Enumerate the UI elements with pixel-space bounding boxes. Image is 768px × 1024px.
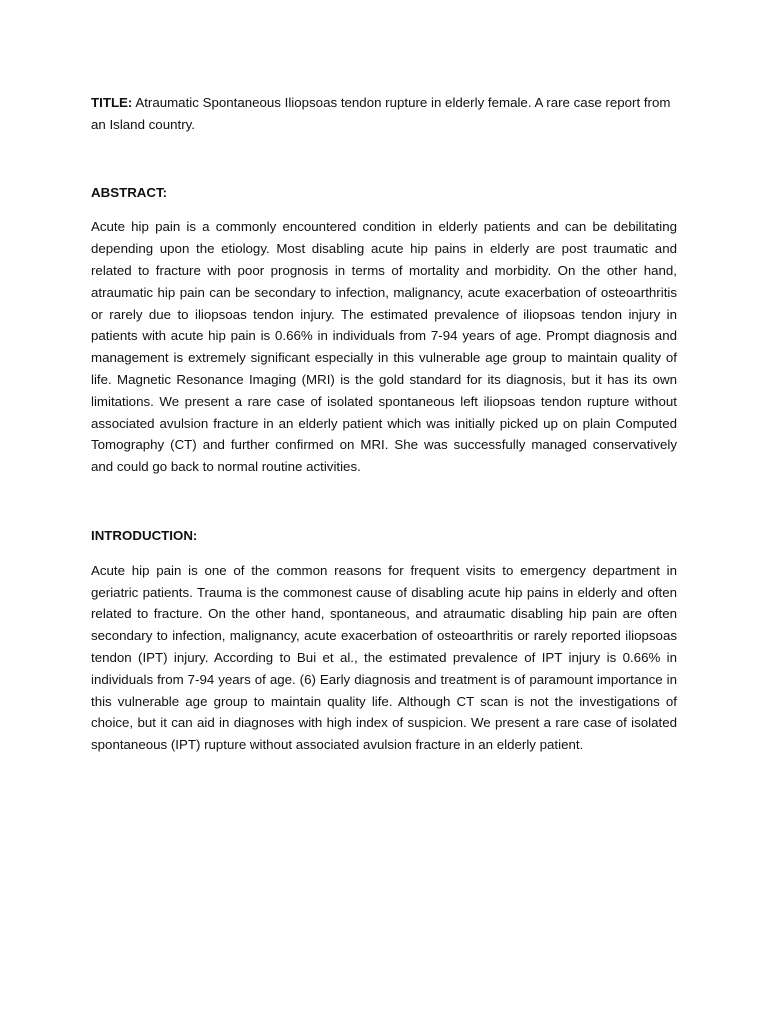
abstract-body: Acute hip pain is a commonly encountered condition in elderly patients and can be debilitating depending upon the etiology. Most disabling acute hip pains in elderly are post traumatic and related to fracture with poor prognosis in terms of mortality and morbidity. On the other hand, atraumatic hip pain can be secondary to infection, malignancy, acute exacerbation of osteoarthritis or rarely due to iliopsoas tendon injury. The estimated prevalence of iliopsoas tendon injury in patients with acute hip pain is 0.66% in individuals from 7-94 years of age. Prompt diagnosis and management is extremely significant especially in this vulnerable age group to maintain quality of life. Magnetic Resonance Imaging (MRI) is the gold standard for its diagnosis, but it has its own limitations. We present a rare case of isolated spontaneous left iliopsoas tendon rupture without associated avulsion fracture in an elderly patient which was initially picked up on plain Computed Tomography (CT) and further confirmed on MRI. She was successfully managed conservatively and could go back to normal routine activities.	[91, 219, 677, 475]
title-label: TITLE:	[91, 95, 133, 110]
abstract-heading: ABSTRACT:	[91, 184, 168, 200]
document-title	[91, 92, 677, 136]
introduction-body: Acute hip pain is one of the common reasons for frequent visits to emergency department in geriatric patients. Trauma is the commonest cause of disabling acute hip pains in elderly and often related to fracture. On the other hand, spontaneous, and atraumatic disabling hip pain are often secondary to infection, malignancy, acute exacerbation of osteoarthritis or rarely reported iliopsoas tendon (IPT) injury. According to Bui et al., the estimated prevalence of IPT injury is 0.66% in individuals from 7-94 years of age. (6) Early diagnosis and treatment is of paramount importance in this vulnerable age group to maintain quality life. Although CT scan is not the investigations of choice, but it can aid in diagnoses with high index of suspicion. We present a rare case of isolated spontaneous (IPT) rupture without associated avulsion fracture in an elderly patient.	[91, 562, 677, 753]
document-page	[91, 92, 677, 756]
introduction-heading: INTRODUCTION:	[91, 527, 198, 543]
title-text: Atraumatic Spontaneous Iliopsoas tendon rupture in elderly female. A rare case report from an Island country.	[91, 95, 671, 132]
